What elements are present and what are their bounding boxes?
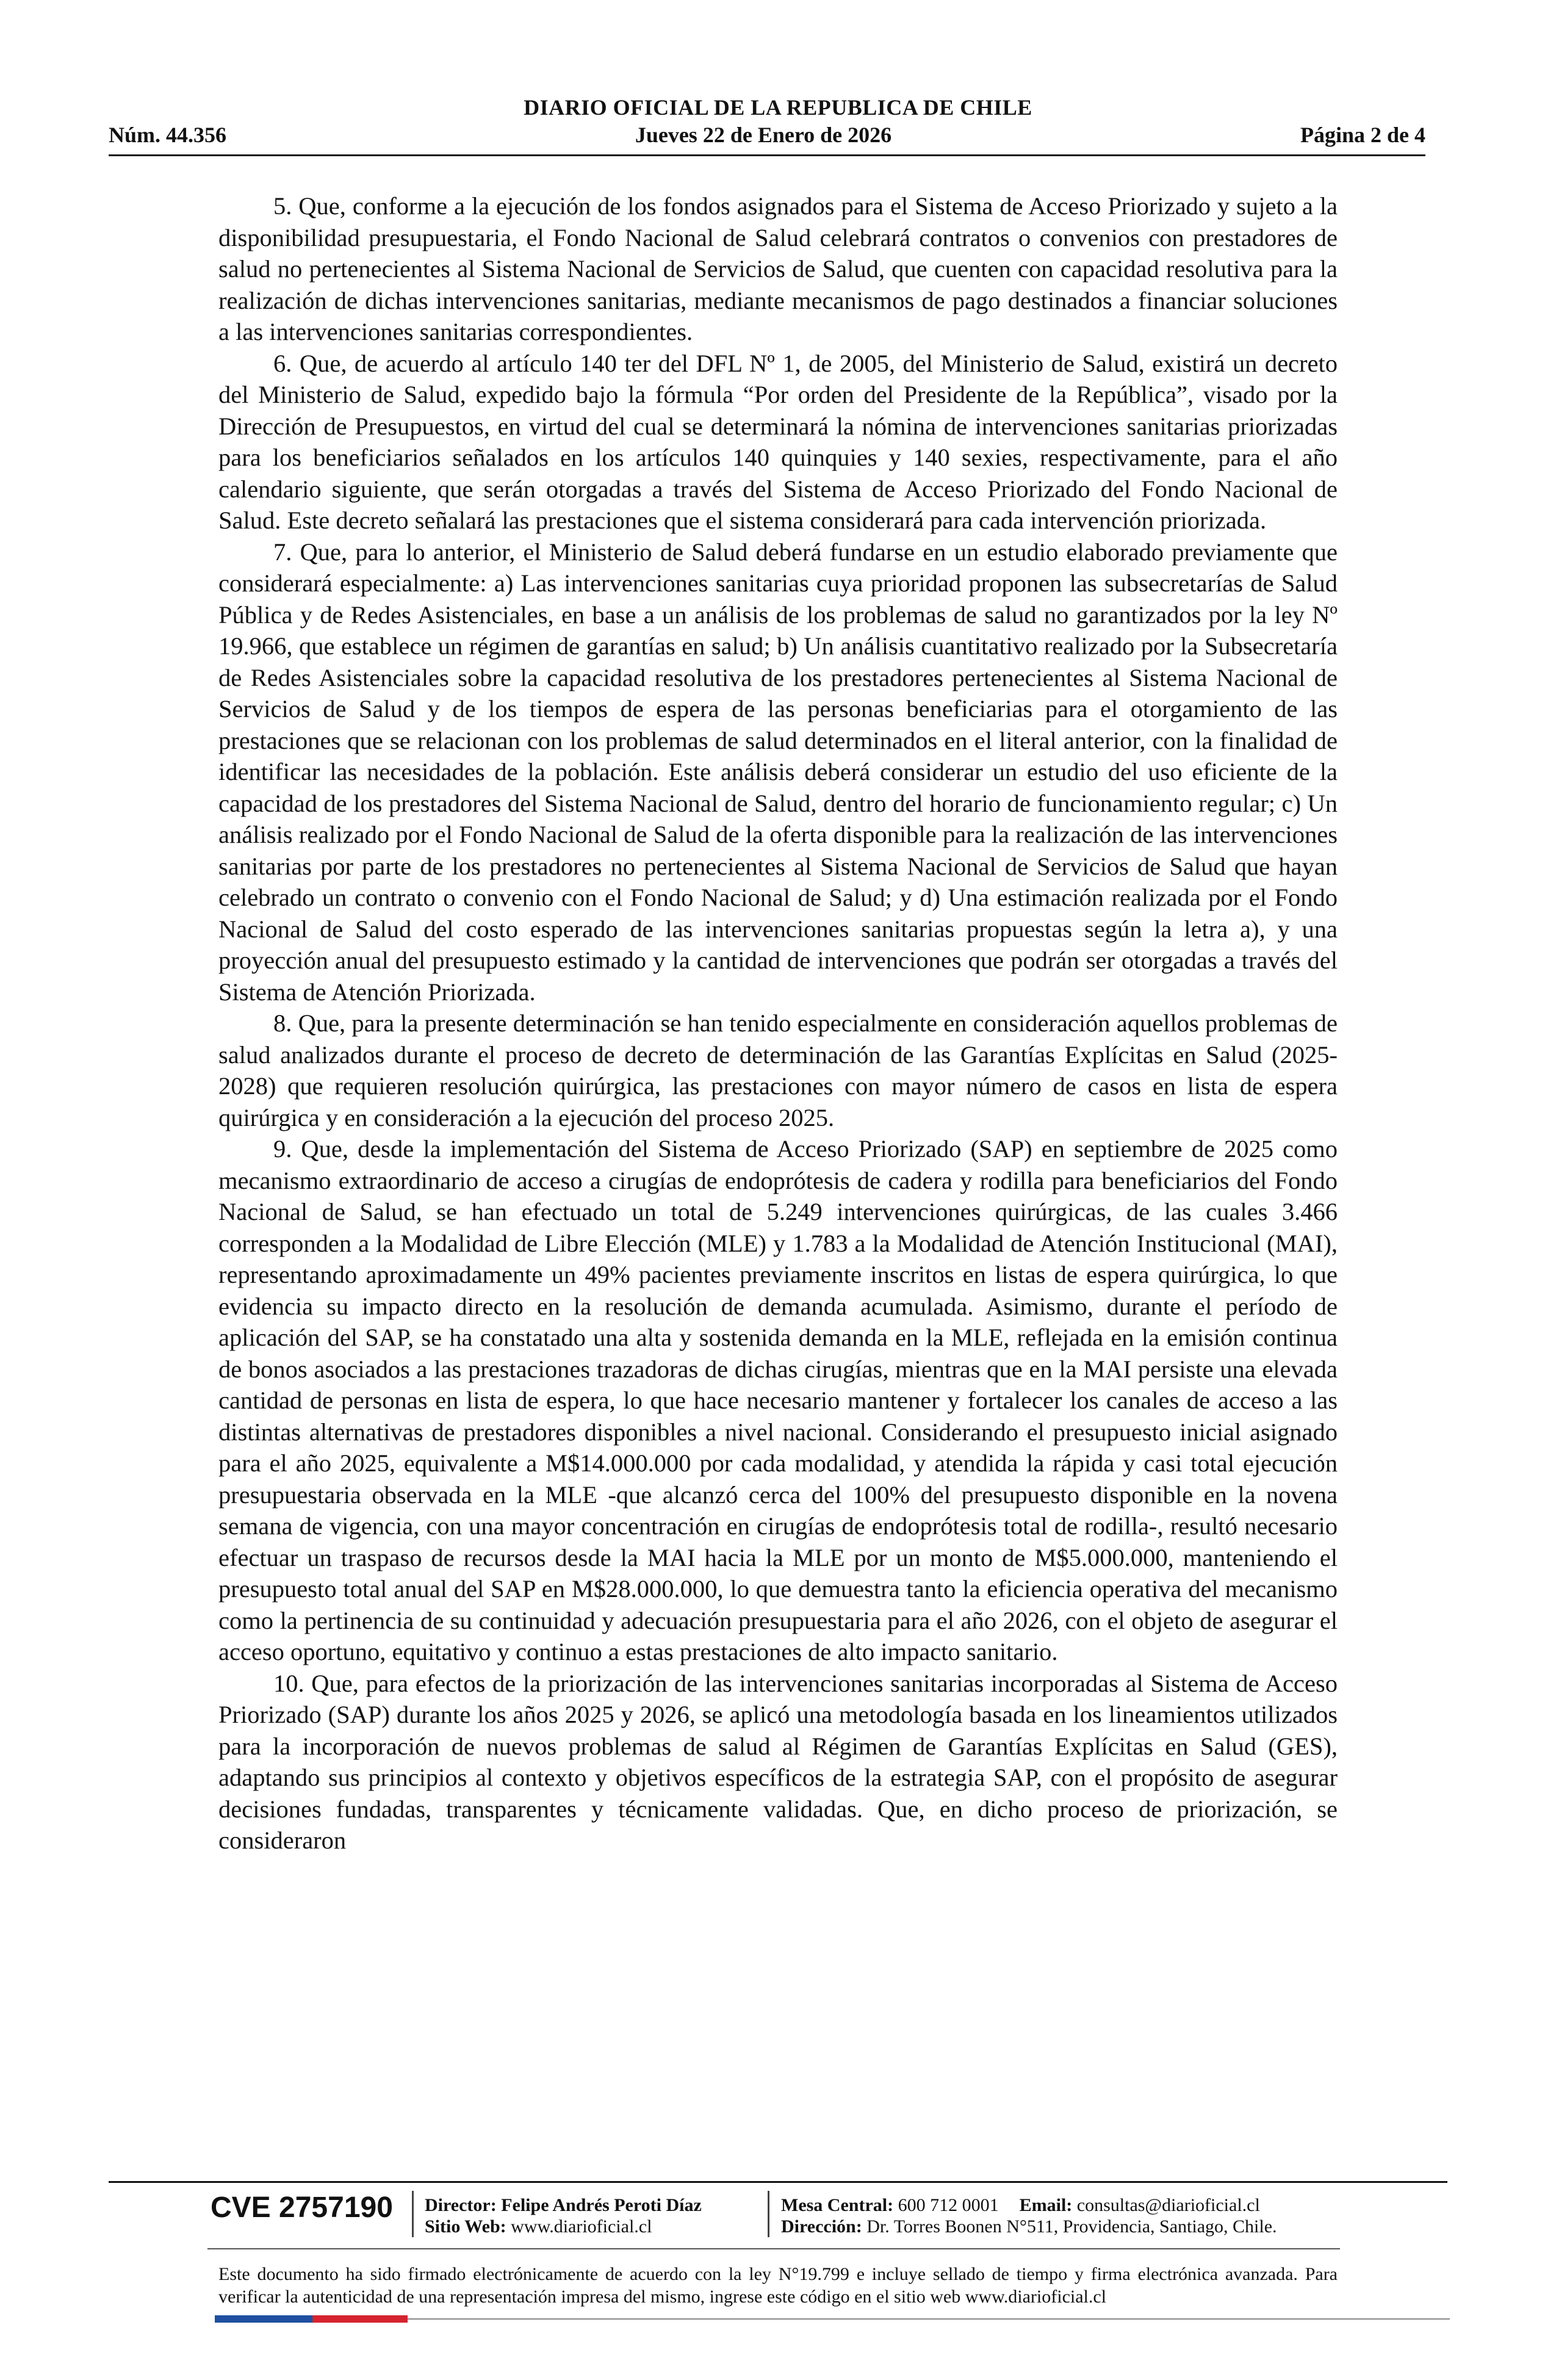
footer-divider-top (109, 2181, 1447, 2183)
issue-number: Núm. 44.356 (109, 123, 227, 147)
address-label: Dirección: (781, 2216, 862, 2237)
address-line (781, 2216, 1277, 2237)
website-label: Sitio Web: (425, 2216, 506, 2237)
header-divider (109, 154, 1425, 156)
director-name: Felipe Andrés Peroti Díaz (501, 2195, 702, 2215)
paragraph-7: 7. Que, para lo anterior, el Ministerio de Salud deberá fundarse en un estudio elaborado previamente que considerará especialmente: a) Las intervenciones sanitarias cuya prioridad proponen las subsecretarías de Salud Pública y de Redes Asistenciales, en base a un análisis de los problemas de salud no garantizados por la ley Nº 19.966, que establece un régimen de garantías en salud; b) Un análisis cuantitativo realizado por la Subsecretaría de Redes Asistenciales sobre la capacidad resolutiva de los prestadores pertenecientes al Sistema Nacional de Servicios de Salud y de los tiempos de espera de las personas beneficiarias para el otorgamiento de las prestaciones que se relacionan con los problemas de salud determinados en el literal anterior, con la finalidad de identificar las necesidades de la población. Este análisis deberá considerar un estudio del uso eficiente de la capacidad de los prestadores del Sistema Nacional de Salud, dentro del horario de funcionamiento regular; c) Un análisis realizado por el Fondo Nacional de Salud de la oferta disponible para la realización de las intervenciones sanitarias por parte de los prestadores no pertenecientes al Sistema Nacional de Servicios de Salud que hayan celebrado un contrato o convenio con el Fondo Nacional de Salud; y d) Una estimación realizada por el Fondo Nacional de Salud del costo esperado de las intervenciones sanitarias propuestas según la letra a), y una proyección anual del presupuesto estimado y la cantidad de intervenciones que podrán ser otorgadas a través del Sistema de Atención Priorizada. (218, 538, 1338, 1006)
footer-divider-mid (207, 2248, 1340, 2249)
director-label: Director: (425, 2195, 497, 2215)
header-row (109, 122, 1425, 148)
paragraph-5: 5. Que, conforme a la ejecución de los fondos asignados para el Sistema de Acceso Priorizado y sujeto a la disponibilidad presupuestaria, el Fondo Nacional de Salud celebrará contratos o convenios con prestadores de salud no pertenecientes al Sistema Nacional de Servicios de Salud, que cuenten con capacidad resolutiva para la realización de dichas intervenciones sanitarias, mediante mecanismos de pago destinados a financiar soluciones a las intervenciones sanitarias correspondientes. (218, 192, 1338, 345)
email-link[interactable]: consultas@diarioficial.cl (1076, 2195, 1260, 2215)
electronic-signature-notice: Este documento ha sido firmado electrónicamente de acuerdo con la ley N°19.799 e incluye sellado de tiempo y firma electrónica avanzada. Para verificar la autenticidad de una representación impresa del mismo, ingrese este código en el sitio web www.diarioficial.cl (218, 2264, 1338, 2307)
website-link[interactable]: www.diarioficial.cl (511, 2216, 652, 2237)
contact-line (781, 2194, 1277, 2216)
flag-stripe-blue (215, 2315, 312, 2323)
publication-title: DIARIO OFICIAL DE LA REPUBLICA DE CHILE (524, 95, 1032, 120)
paragraph-9: 9. Que, desde la implementación del Sistema de Acceso Priorizado (SAP) en septiembre de 2025 como mecanismo extraordinario de acceso a cirugías de endoprótesis de cadera y rodilla para beneficiarios del Fondo Nacional de Salud, se han efectuado un total de 5.249 intervenciones quirúrgicas, de las cuales 3.466 corresponden a la Modalidad de Libre Elección (MLE) y 1.783 a la Modalidad de Atención Institucional (MAI), representando aproximadamente un 49% pacientes previamente inscritos en listas de espera quirúrgica, lo que evidencia su impacto directo en la resolución de demanda acumulada. Asimismo, durante el período de aplicación del SAP, se ha constatado una alta y sostenida demanda en la MLE, reflejada en la emisión continua de bonos asociados a las prestaciones trazadoras de dichas cirugías, mientras que en la MAI persiste una elevada cantidad de personas en lista de espera, lo que hace necesario mantener y fortalecer los canales de acceso a las distintas alternativas de prestadores disponibles a nivel nacional. Considerando el presupuesto inicial asignado para el año 2025, equivalente a M$14.000.000 por cada modalidad, y atendida la rápida y casi total ejecución presupuestaria observada en la MLE -que alcanzó cerca del 100% del presupuesto disponible en la novena semana de vigencia, con una mayor concentración en cirugías de endoprótesis total de rodilla-, resultó necesario efectuar un traspaso de recursos desde la MAI hacia la MLE por un monto de M$5.000.000, manteniendo el presupuesto total anual del SAP en M$28.000.000, lo que demuestra tanto la eficiencia operativa del mecanismo como la pertinencia de su continuidad y adecuación presupuestaria para el año 2026, con el objeto de asegurar el acceso oportuno, equitativo y continuo a estas prestaciones de alto impacto sanitario. (218, 1135, 1338, 1665)
flag-stripe-red (312, 2315, 408, 2323)
footer-separator (412, 2191, 414, 2237)
email-label: Email: (1019, 2195, 1073, 2215)
mesa-label: Mesa Central: (781, 2195, 894, 2215)
director-line (425, 2194, 702, 2216)
document-body (218, 190, 1338, 1856)
footer-bottom-line (408, 2318, 1450, 2320)
paragraph-8: 8. Que, para la presente determinación se han tenido especialmente en consideración aquellos problemas de salud analizados durante el proceso de decreto de determinación de las Garantías Explícitas en Salud (2025-2028) que requieren resolución quirúrgica, las prestaciones con mayor número de casos en lista de espera quirúrgica y en consideración a la ejecución del proceso 2025. (218, 1009, 1338, 1131)
cve-code: CVE 2757190 (211, 2191, 393, 2224)
address-value: Dr. Torres Boonen N°511, Providencia, Santiago, Chile. (866, 2216, 1277, 2237)
paragraph-6: 6. Que, de acuerdo al artículo 140 ter del DFL Nº 1, de 2005, del Ministerio de Salud, existirá un decreto del Ministerio de Salud, expedido bajo la fórmula “Por orden del Presidente de la República”, visado por la Dirección de Presupuestos, en virtud del cual se determinará la nómina de intervenciones sanitarias priorizadas para los beneficiarios señalados en los artículos 140 quinquies y 140 sexies, respectivamente, para el año calendario siguiente, que serán otorgadas a través del Sistema de Acceso Priorizado del Fondo Nacional de Salud. Este decreto señalará las prestaciones que el sistema considerará para cada intervención priorizada. (218, 349, 1338, 534)
footer-separator (768, 2191, 769, 2237)
paragraph-10: 10. Que, para efectos de la priorización de las intervenciones sanitarias incorporadas al Sistema de Acceso Priorizado (SAP) durante los años 2025 y 2026, se aplicó una metodología basada en los lineamientos utilizados para la incorporación de nuevos problemas de salud al Régimen de Garantías Explícitas en Salud (GES), adaptando sus principios al contexto y objetivos específicos de la estrategia SAP, con el propósito de asegurar decisiones fundadas, transparentes y técnicamente validadas. Que, en dicho proceso de priorización, se consideraron (218, 1669, 1338, 1854)
footer-director-block (425, 2194, 702, 2237)
website-line (425, 2216, 702, 2237)
mesa-phone: 600 712 0001 (898, 2195, 999, 2215)
page-indicator: Página 2 de 4 (1300, 123, 1425, 147)
footer-contact-block (781, 2194, 1277, 2237)
issue-date: Jueves 22 de Enero de 2026 (635, 123, 892, 147)
